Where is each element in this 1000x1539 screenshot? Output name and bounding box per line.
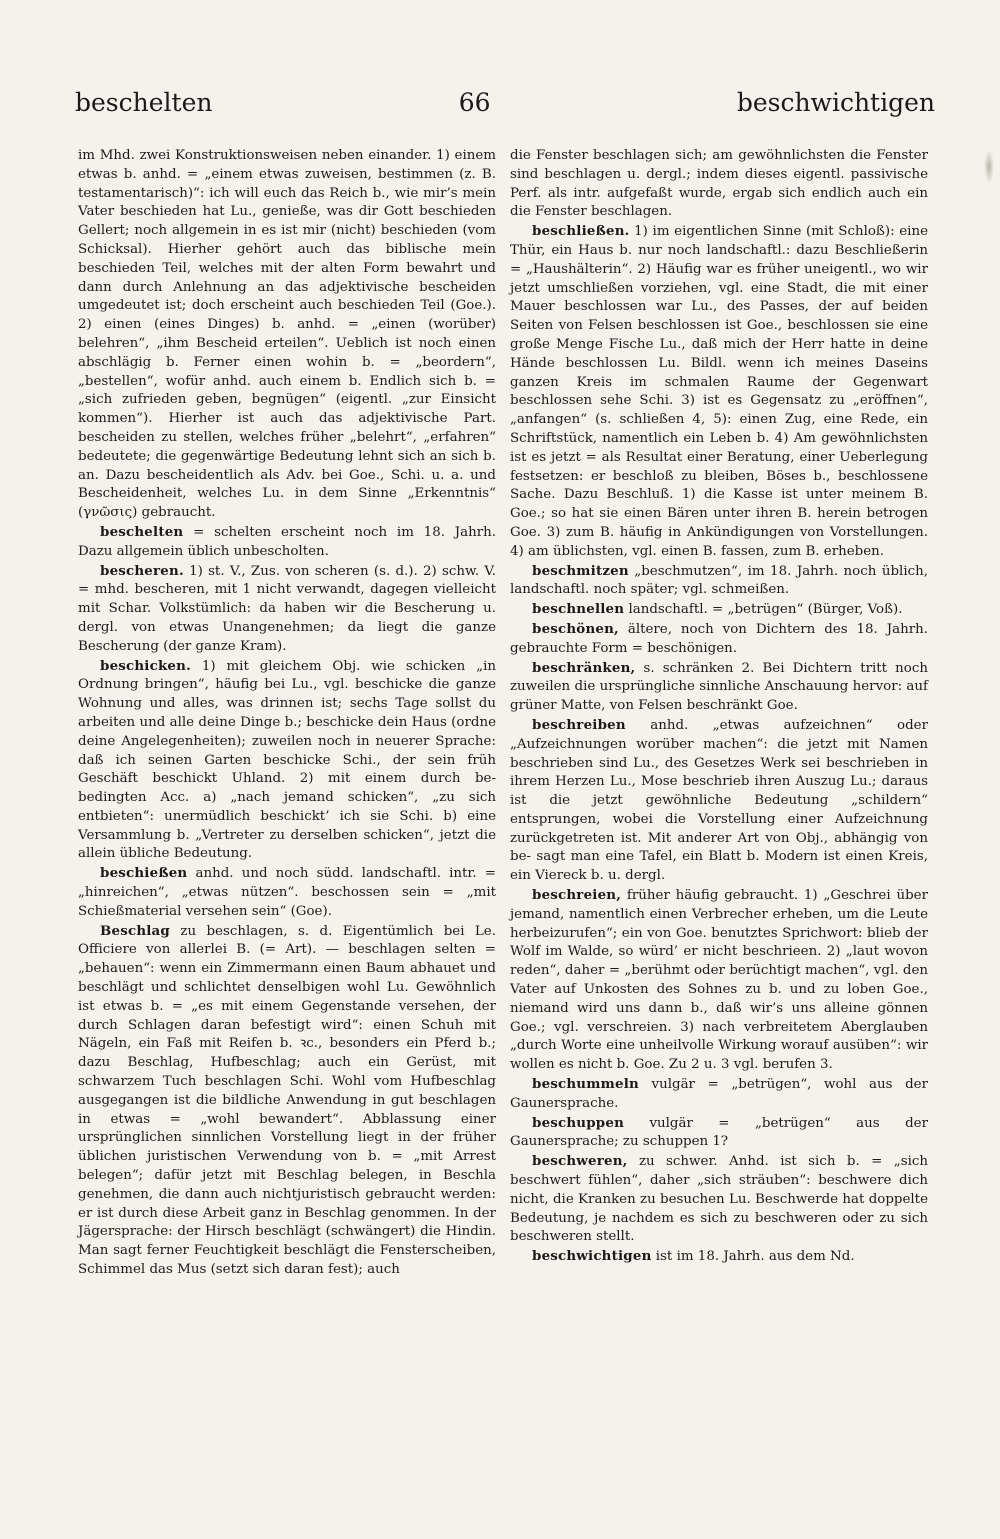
dictionary-entry (510, 620, 928, 659)
dictionary-entry (78, 922, 496, 1280)
dictionary-entry (510, 600, 928, 620)
dictionary-entry (78, 657, 496, 865)
entry-headword: beschuppen (532, 1114, 625, 1131)
entry-headword: beschreien, (532, 887, 622, 904)
entry-text: 1) st. V., Zus. von scheren (s. d.). 2) schw. V. = mhd. bescheren, mit 1 nicht verwandt, dagegen vielleicht mit Schar. Volkstümlich: da haben wir die Bescherung u. dergl. von etwas Unangenehmen; da liegt die ganze Bescherung (der ganze Kram). (78, 563, 496, 654)
entry-headword: bescheren. (100, 562, 184, 579)
dictionary-entry (510, 562, 928, 601)
entry-text: = schelten erscheint noch im 18. Jahrh. Dazu allgemein üblich unbescholten. (78, 524, 496, 559)
entry-text: zu schwer. Anhd. ist sich b. = „sich beschwert fühlen“, daher „sich sträuben“: beschwere dich nicht, die Kranken zu besuchen Lu. Beschwerde hat doppelte Bedeutung, je nachdem es sich zu beschweren oder zu sich beschweren stellt. (510, 1154, 928, 1245)
dictionary-entry (510, 659, 928, 716)
entry-headword: beschnellen (532, 601, 625, 618)
entry-headword: beschließen. (532, 223, 630, 240)
running-head (75, 88, 935, 128)
dictionary-entry (510, 716, 928, 886)
entry-text: ist im 18. Jahrh. aus dem Nd. (651, 1249, 855, 1265)
dictionary-entry (510, 1075, 928, 1114)
entry-headword: beschränken, (532, 659, 636, 676)
dictionary-entry (510, 886, 928, 1075)
entry-text: anhd. „etwas aufzeichnen“ oder „Aufzeichnungen worüber machen“: die jetzt mit Namen beschrieben sind Lu., des Gesetzes Werk sei beschrieben in ihrem Herzen Lu., Mose beschrieb ihren Auszug Lu.; daraus ist die jetzt gewöhnliche Bedeutung „schildern“ entsprungen, wobei die Vorstellung einer Aufzeichnung zurückgetreten ist. Mit anderer Art von Obj., abhängig von be- sagt man eine Tafel, ein Blatt b. Modern ist einen Kreis, ein Viereck b. u. dergl. (510, 717, 928, 884)
entry-text: 1) mit gleichem Obj. wie schicken „in Ordnung bringen“, häufig bei Lu., vgl. beschicke die ganze Wohnung und alles, was drinnen ist; sechs Tage sollst du arbeiten und alle deine Dinge b.; beschicke dein Haus (ordne deine Angelegenheiten); zuweilen noch in neuerer Sprache: daß ich seinen Garten beschicke Schi., der sein früh Geschäft beschickt Uhland. 2) mit einem durch be- bedingten Acc. a) „nach jemand schicken“, „zu sich entbieten“: unermüdlich beschickt’ ich sie Schi. b) eine Versammlung b. „Vertreter zu derselben schicken“, jetzt die allein übliche Bedeutung. (78, 658, 496, 862)
entry-text: früher häufig gebraucht. 1) „Geschrei über jemand, namentlich einen Verbrecher erheben, um die Leute herbeizurufen“; ein von Goe. benutztes Sprichwort: blieb der Wolf im Walde, so würd’ er nicht beschrieen. 2) „laut wovon reden“, daher = „berühmt oder berüchtigt machen“, vgl. den Vater auf Unkosten des Sohnes zu b. und zu loben Goe., niemand wird uns dann b., daß wir’s uns alleine gönnen Goe.; vgl. verschreien. 3) nach verbreitetem Aberglauben „durch Worte eine unheilvolle Wirkung worauf ausüben“: wir wollen es nicht b. Goe. Zu 2 u. 3 vgl. berufen 3. (510, 888, 928, 1073)
entry-headword: beschönen, (532, 620, 619, 637)
dictionary-entry (510, 1247, 928, 1267)
entry-headword: beschelten (100, 523, 184, 540)
entry-text: anhd. und noch südd. landschaftl. intr. = „hinreichen“, „etwas nützen“. beschossen sein = „mit Schießmaterial versehen sein“ (Goe). (78, 866, 496, 919)
dictionary-entry (510, 1114, 928, 1153)
entry-text: vulgär = „betrügen“ aus der Gaunersprache; zu schuppen 1? (510, 1115, 928, 1150)
entry-text: „beschmutzen“, im 18. Jahrh. noch üblich, landschaftl. noch später; vgl. schmeißen. (510, 563, 928, 598)
entry-text: die Fenster beschlagen sich; am gewöhnlichsten die Fenster sind beschlagen u. dergl.; indem dieses eigentl. passivische Perf. als intr. aufgefaßt wurde, ergab sich endlich auch ein die Fenster beschlagen. (510, 148, 928, 220)
entry-headword: beschießen (100, 865, 188, 882)
entry-text: vulgär = „betrügen“, wohl aus der Gaunersprache. (510, 1077, 928, 1111)
entry-headword: beschwichtigen (532, 1248, 652, 1265)
left-column (78, 147, 496, 1280)
dictionary-entry (78, 562, 496, 657)
dictionary-entry (510, 1152, 928, 1247)
paper-stain (984, 150, 994, 184)
entry-headword: Beschlag (100, 922, 170, 939)
page-number: 66 (458, 88, 491, 117)
header-left-catchword: beschelten (75, 88, 213, 117)
entry-text: landschaftl. = „betrügen“ (Bürger, Voß). (624, 602, 903, 618)
dictionary-entry (510, 222, 928, 561)
entry-continuation (510, 147, 928, 222)
entry-headword: beschicken. (100, 657, 191, 674)
entry-text: 1) im eigentlichen Sinne (mit Schloß): eine Thür, ein Haus b. nur noch landschaftl.: dazu Beschließerin = „Haushälterin“. 2) Häufig war es früher uneigentl., wo wir jetzt umschließen vorziehen, vgl. eine Stadt, die mit einer Mauer beschlossen war Lu., des Passes, der auf beiden Seiten von Felsen beschlossen ist Goe., beschlossen sie eine große Menge Fische Lu., daß mich der Herr hatte in deine Hände beschlossen Lu. Bildl. wenn ich meines Daseins ganzen Kreis im schmalen Raume der Gegenwart beschlossen sehe Schi. 3) ist es Gegensatz zu „eröffnen“, „anfangen“ (s. schließen 4, 5): einen Zug, eine Rede, ein Schriftstück, namentlich ein Leben b. 4) Am gewöhnlichsten ist es jetzt = als Resultat einer Beratung, einer Ueberlegung festsetzen: er beschloß zu bleiben, Böses b., beschlossene Sache. Dazu Beschluß. 1) die Kasse ist unter meinem B. Goe.; so hat sie einen Bären unter ihren B. herein betrogen Goe. 3) zum B. häufig in Ankündigungen von Vorstellungen. 4) am üblichsten, vgl. einen B. fassen, zum B. erheben. (510, 224, 928, 559)
entry-headword: beschmitzen (532, 562, 629, 579)
dictionary-entry (78, 523, 496, 562)
right-column (510, 147, 928, 1267)
header-right-catchword: beschwichtigen (736, 88, 935, 117)
entry-headword: beschummeln (532, 1076, 639, 1093)
entry-headword: beschreiben (532, 716, 626, 733)
entry-text: ältere, noch von Dichtern des 18. Jahrh. gebrauchte Form = beschönigen. (510, 621, 928, 656)
entry-text: im Mhd. zwei Konstruktionsweisen neben einander. 1) einem etwas b. anhd. = „einem etwas zuweisen, bestimmen (z. B. testamentarisch)“: ich will euch das Reich b., wie mir’s mein Vater beschieden hat Lu., genieße, was dir Gott beschieden Gellert; noch allgemein in es ist mir (nicht) beschieden (vom Schicksal). Hierher gehört auch das biblische mein beschieden Teil, welches mit der alten Form bewahrt und dann durch Anlehnung an das adjektivische bescheiden umgedeutet ist; doch erscheint auch beschieden Teil (Goe.). 2) einen (eines Dinges) b. anhd. = „einen (worüber) belehren“, „ihm Bescheid erteilen“. Ueblich ist noch einen abschlägig b. Ferner einen wohin b. = „beordern“, „bestellen“, wofür anhd. auch einem b. Endlich sich b. = „sich zufrieden geben, begnügen“ (eigentl. „zur Einsicht kommen“). Hierher ist auch das adjektivische Part. bescheiden zu stellen, welches früher „belehrt“, „erfahren“ bedeutete; die gegenwärtige Bedeutung lehnt sich an sich b. an. Dazu bescheidentlich als Adv. bei Goe., Schi. u. a. und Bescheidenheit, welches Lu. in dem Sinne „Erkenntnis“ (γνῶσις) gebraucht. (78, 148, 496, 521)
entry-text: s. schränken 2. Bei Dichtern tritt noch zuweilen die ursprüngliche sinnliche Anschauung hervor: auf grüner Matte, von Felsen beschränkt Goe. (510, 660, 928, 714)
entry-headword: beschweren, (532, 1153, 628, 1170)
dictionary-entry (78, 864, 496, 921)
entry-continuation (78, 147, 496, 523)
entry-text: zu beschlagen, s. d. Eigentümlich bei Le. Officiere von allerlei B. (= Art). — beschlagen selten = „behauen“: wenn ein Zimmermann einen Baum abhauet und beschlägt und schlichtet denselbigen wohl Lu. Gewöhnlich ist etwas b. = „es mit einem Gegenstande versehen, der durch Schlagen daran befestigt wird“: einen Schuh mit Nägeln, ein Faß mit Reifen b. ꝛc., besonders ein Pferd b.; dazu Beschlag, Hufbeschlag; auch ein Gerüst, mit schwarzem Tuch beschlagen Schi. Wohl vom Hufbeschlag ausgegangen ist die bildliche Anwendung in gut beschlagen in etwas = „wohl bewandert“. Abblassung einer ursprünglichen sinnlichen Vorstellung liegt in der früher üblichen juristischen Verwendung von b. = „mit Arrest belegen“; dafür jetzt mit Beschlag belegen, in Beschla genehmen, die dann auch nichtjuristisch gebraucht werden: er ist durch diese Arbeit ganz in Beschlag genommen. In der Jägersprache: der Hirsch beschlägt (schwängert) die Hindin. Man sagt ferner Feuchtigkeit beschlägt die Fensterscheiben, Schimmel das Mus (setzt sich daran fest); auch (78, 923, 496, 1278)
